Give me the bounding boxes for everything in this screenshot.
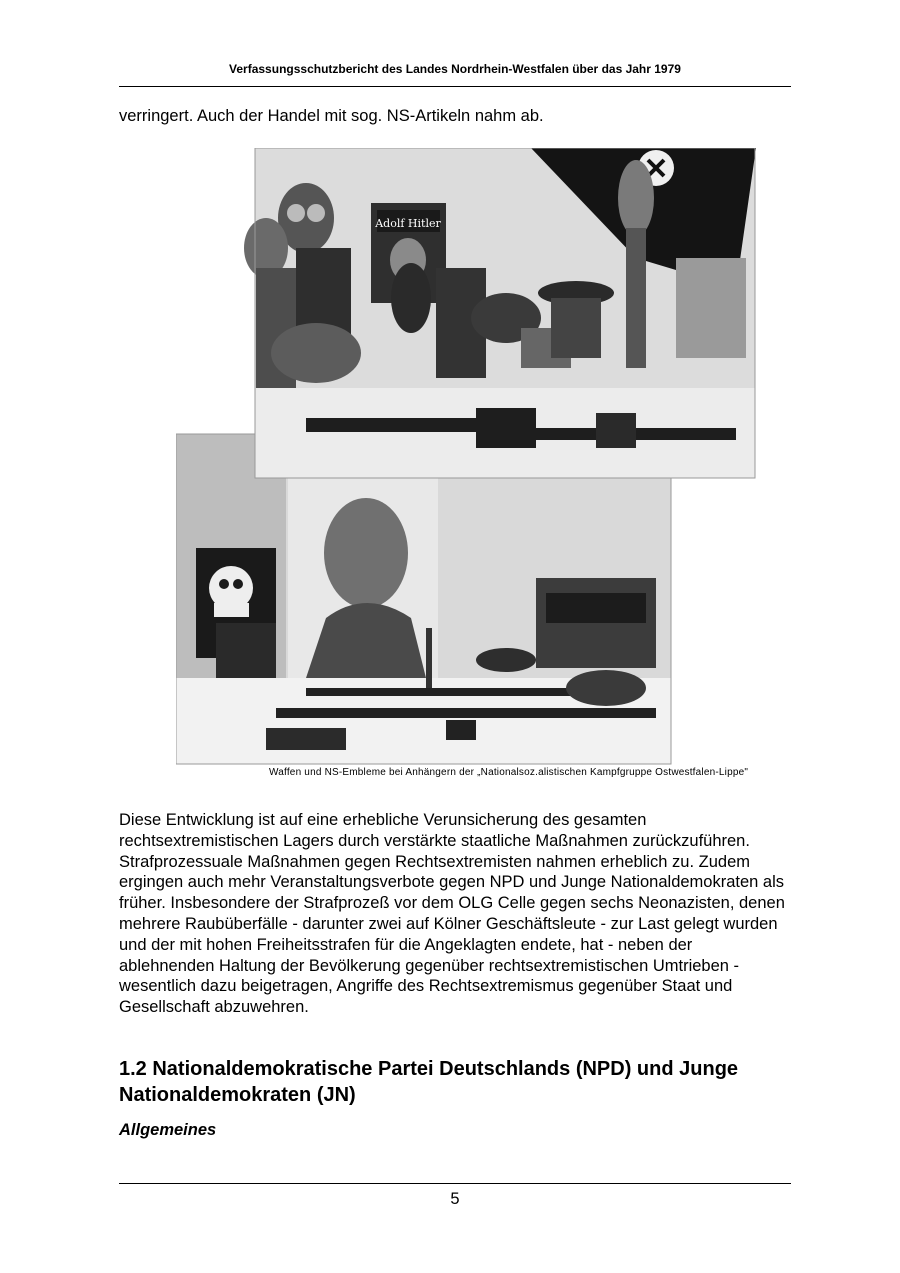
poster-text: Adolf Hitler: [375, 217, 441, 230]
lower-photo: [176, 434, 671, 764]
footer-rule: [119, 1183, 791, 1184]
photo-collage-image: [176, 148, 756, 768]
running-header: Verfassungsschutzbericht des Landes Nordrhein-Westfalen über das Jahr 1979: [229, 62, 681, 76]
upper-photo: [244, 148, 756, 478]
header-rule: [119, 86, 791, 87]
intro-paragraph: verringert. Auch der Handel mit sog. NS-Artikeln nahm ab.: [119, 107, 544, 125]
subheading: Allgemeines: [119, 1121, 217, 1139]
photo-collage: [176, 148, 756, 768]
section-heading: 1.2 Nationaldemokratische Partei Deutschlands (NPD) und Junge Nationaldemokraten (JN): [119, 1058, 739, 1106]
figure-caption: Waffen und NS-Embleme bei Anhängern der „Nationalsoz.alistischen Kampfgruppe Ostwestfalen-Lippe": [269, 767, 749, 778]
page-number: 5: [450, 1190, 460, 1208]
body-paragraph: Diese Entwicklung ist auf eine erhebliche Verunsicherung des gesamten rechtsextremistischen Lagers durch verstärkte staatliche Maßnahmen zurückzuführen. Strafprozessuale Maßnahmen gegen Rechtsextremisten nahmen erheblich zu. Zudem ergingen auch mehr Veranstaltungsverbote gegen NPD und Junge Nationaldemokraten als früher. Insbesondere der Strafprozeß vor dem OLG Celle gegen sechs Neonazisten, denen mehrere Raubüberfälle - darunter zwei auf Kölner Geschäftsleute - zur Last gelegt wurden und der mit hohen Freiheitsstrafen für die Angeklagten endete, hat - neben der ablehnenden Haltung der Bevölkerung gegenüber rechtsextremistischen Umtrieben - wesentlich dazu beigetragen, Angriffe des Rechtsextremismus gegenüber Staat und Gesellschaft abzuwehren.: [119, 811, 785, 1017]
